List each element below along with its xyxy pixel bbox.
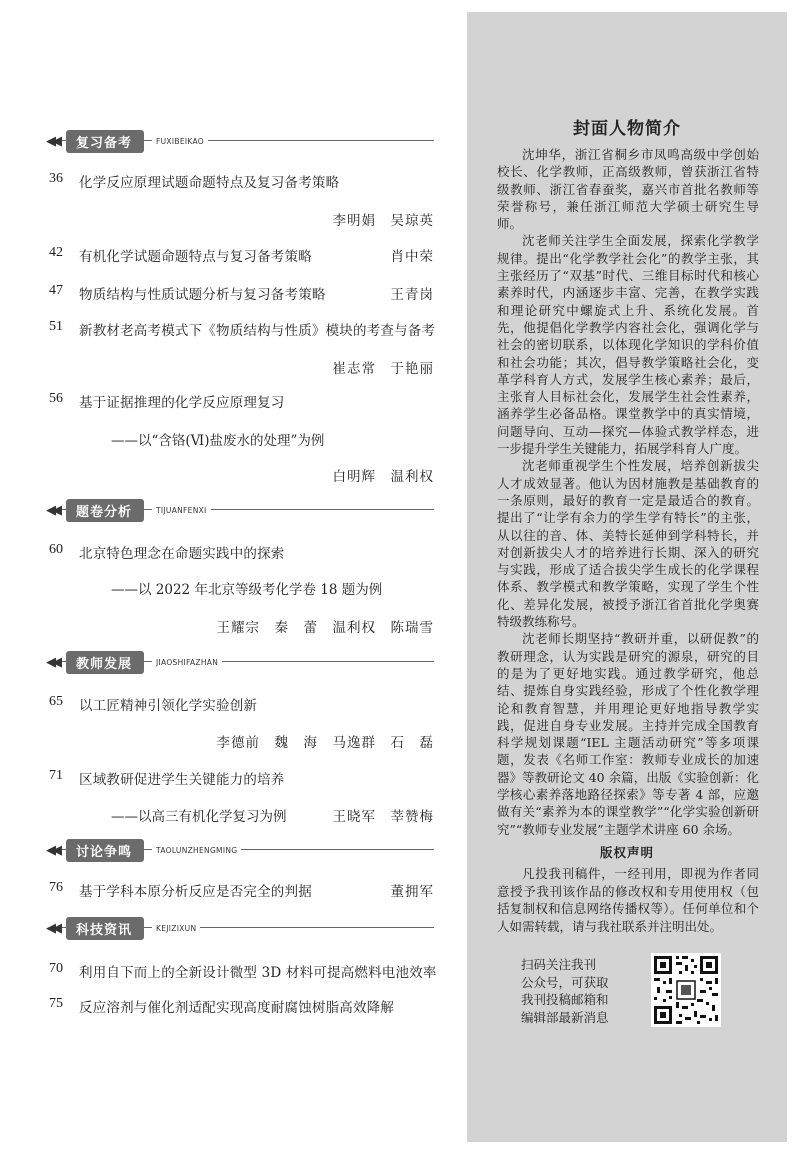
page-number: 65 (49, 694, 63, 709)
section-pinyin: JIAOSHIFAZHAN (152, 658, 222, 667)
qr-note-line: 编辑部最新消息 (521, 1009, 609, 1025)
section-header-taolunzhengming (46, 839, 434, 861)
page-number: 47 (49, 283, 63, 298)
article-title[interactable]: 区域教研促进学生关键能力的培养 (79, 772, 285, 788)
qr-code-graphic (651, 953, 721, 1027)
section-label: 教师发展 (66, 651, 144, 674)
section-pinyin: TIJUANFENXI (152, 506, 211, 515)
page-number: 36 (49, 171, 63, 186)
article-authors: 董拥军 (390, 884, 434, 900)
article-title[interactable]: 基于学科本原分析反应是否完全的判据 (79, 884, 312, 900)
page-number: 71 (49, 768, 63, 783)
qr-note-line: 我刊投稿邮箱和 (521, 992, 609, 1007)
copyright-title: 版权声明 (599, 845, 654, 860)
page-number: 76 (49, 880, 63, 895)
section-pinyin: KEJIZIXUN (152, 924, 200, 933)
article-subtitle: ——以 2022 年北京等级考化学卷 18 题为例 (111, 582, 383, 598)
section-label: 讨论争鸣 (66, 839, 144, 862)
double-arrow-icon: ◀◀ (46, 842, 58, 858)
article-title[interactable]: 利用自下而上的全新设计微型 3D 材料可提高燃料电池效率 (79, 965, 437, 981)
double-arrow-icon: ◀◀ (46, 654, 58, 670)
page-number: 75 (49, 996, 63, 1011)
article-title[interactable]: 以工匠精神引领化学实验创新 (79, 698, 258, 714)
bio-paragraph: 沈坤华，浙江省桐乡市凤鸣高级中学创始校长、化学教师，正高级教师，曾获浙江省特级教师、浙江省春蚕奖，嘉兴市首批名教师等荣誉称号，兼任浙江师范大学硕士研究生导师。 (497, 147, 759, 232)
article-authors: 王晓军 莘赞梅 (332, 809, 434, 825)
article-subtitle: ——以“含铬(Ⅵ)盐废水的处理”为例 (111, 433, 325, 449)
article-authors: 白明辉 温利权 (332, 469, 434, 485)
page-number: 60 (49, 542, 63, 557)
qr-code-icon[interactable] (651, 953, 721, 1027)
double-arrow-icon: ◀◀ (46, 133, 58, 149)
qr-note-line: 扫码关注我刊 (521, 957, 597, 972)
section-pinyin: TAOLUNZHENGMING (152, 846, 241, 855)
article-title[interactable]: 物质结构与性质试题分析与复习备考策略 (79, 287, 326, 303)
cover-intro-title: 封面人物简介 (573, 119, 681, 139)
article-title[interactable]: 北京特色理念在命题实践中的探索 (79, 546, 285, 562)
section-header-fuxibeikao (46, 130, 434, 152)
section-label: 复习备考 (66, 130, 144, 153)
article-authors: 李明娟 吴琼英 (332, 213, 434, 229)
article-title[interactable]: 化学反应原理试题命题特点及复习备考策略 (79, 175, 340, 191)
page-number: 42 (49, 245, 63, 260)
section-header-kejizixun (46, 917, 434, 939)
bio-paragraph: 沈老师重视学生个性发展，培养创新拔尖人才成效显著。他认为因材施教是基础教育的一条原则，最好的教育一定是最适合的教育。提出了“让学有余力的学生学有特长”的主张，从以往的音、体、美特长延伸到学科特长，并对创新拔尖人才的培养进行长期、深入的研究与实践，形成了适合拔尖学生成长的化学课程体系、教学模式和教学策略，实现了学生个性化、差异化发展，被授予浙江省首批化学奥赛特级教练称号。 (497, 458, 759, 630)
article-title[interactable]: 反应溶剂与催化剂适配实现高度耐腐蚀树脂高效降解 (79, 1000, 395, 1016)
cover-intro-panel (467, 12, 787, 1142)
page-number: 56 (49, 391, 63, 406)
section-header-jiaoshifazhan (46, 651, 434, 673)
double-arrow-icon: ◀◀ (46, 502, 58, 518)
bio-paragraph: 沈老师长期坚持“教研并重，以研促教”的教研理念，认为实践是研究的源泉，研究的目的是为了更好地实践。通过教学研究，他总结、提炼自身实践经验，形成了个性化教学理论和教育智慧，并用理论更好地指导教学实践，促进自身专业发展。主持并完成全国教育科学规划课题“IEL 主题活动研究”等多项课题，发表《名师工作室：教师专业成长的加速器》等教研论文 40 余篇，出版《实验创新：化学核心素养落地路径探索》等专著 4 部，应邀做有关“素养为本的课堂教学”“化学实验创新研究”“教师专业发展”主题学术讲座 60 余场。 (497, 631, 759, 837)
section-label: 科技资讯 (66, 917, 144, 940)
section-header-tijuanfenxi (46, 499, 434, 521)
article-authors: 王耀宗 秦 蕾 温利权 陈瑞雪 (216, 620, 434, 636)
qr-note-line: 公众号，可获取 (521, 974, 609, 990)
section-label: 题卷分析 (66, 499, 144, 522)
article-title[interactable]: 有机化学试题命题特点与复习备考策略 (79, 249, 312, 265)
copyright-text: 凡投我刊稿件，一经刊用，即视为作者同意授予我刊该作品的修改权和专用使用权（包括复制权和信息网络传播权等）。任何单位和个人如需转载，请与我社联系并注明出处。 (497, 866, 759, 934)
double-arrow-icon: ◀◀ (46, 920, 58, 936)
article-authors: 崔志常 于艳丽 (332, 361, 434, 377)
article-authors: 肖中荣 (390, 249, 434, 265)
article-subtitle: ——以高三有机化学复习为例 (111, 809, 287, 825)
page-number: 51 (49, 319, 63, 334)
qr-note (521, 956, 621, 1026)
article-title[interactable]: 新教材老高考模式下《物质结构与性质》模块的考查与备考 (79, 323, 436, 339)
section-pinyin: FUXIBEIKAO (152, 137, 208, 146)
article-authors: 李德前 魏 海 马逸群 石 磊 (216, 735, 434, 751)
cover-intro-body (497, 146, 759, 838)
article-title[interactable]: 基于证据推理的化学反应原理复习 (79, 395, 285, 411)
bio-paragraph: 沈老师关注学生全面发展，探索化学教学规律。提出“化学教学社会化”的教学主张，其主张经历了“双基”时代、三维目标时代和核心素养时代，内涵逐步丰富、完善，在教学实践和理论研究中螺旋式上升、系统化发展。首先，他提倡化学教学内容社会化，强调化学与社会的密切联系，以体现化学知识的学科价值和社会功能；其次，倡导教学策略社会化，变革学科育人方式，发展学生核心素养；最后，主张育人目标社会化，发展学生社会性素养，涵养学生必备品格。课堂教学中的真实情境，问题导向、互动—探究—体验式教学样态，进一步提升学生关键能力，拓展学科育人广度。 (497, 233, 759, 457)
page-number: 70 (49, 961, 63, 976)
article-authors: 王青岗 (390, 287, 434, 303)
